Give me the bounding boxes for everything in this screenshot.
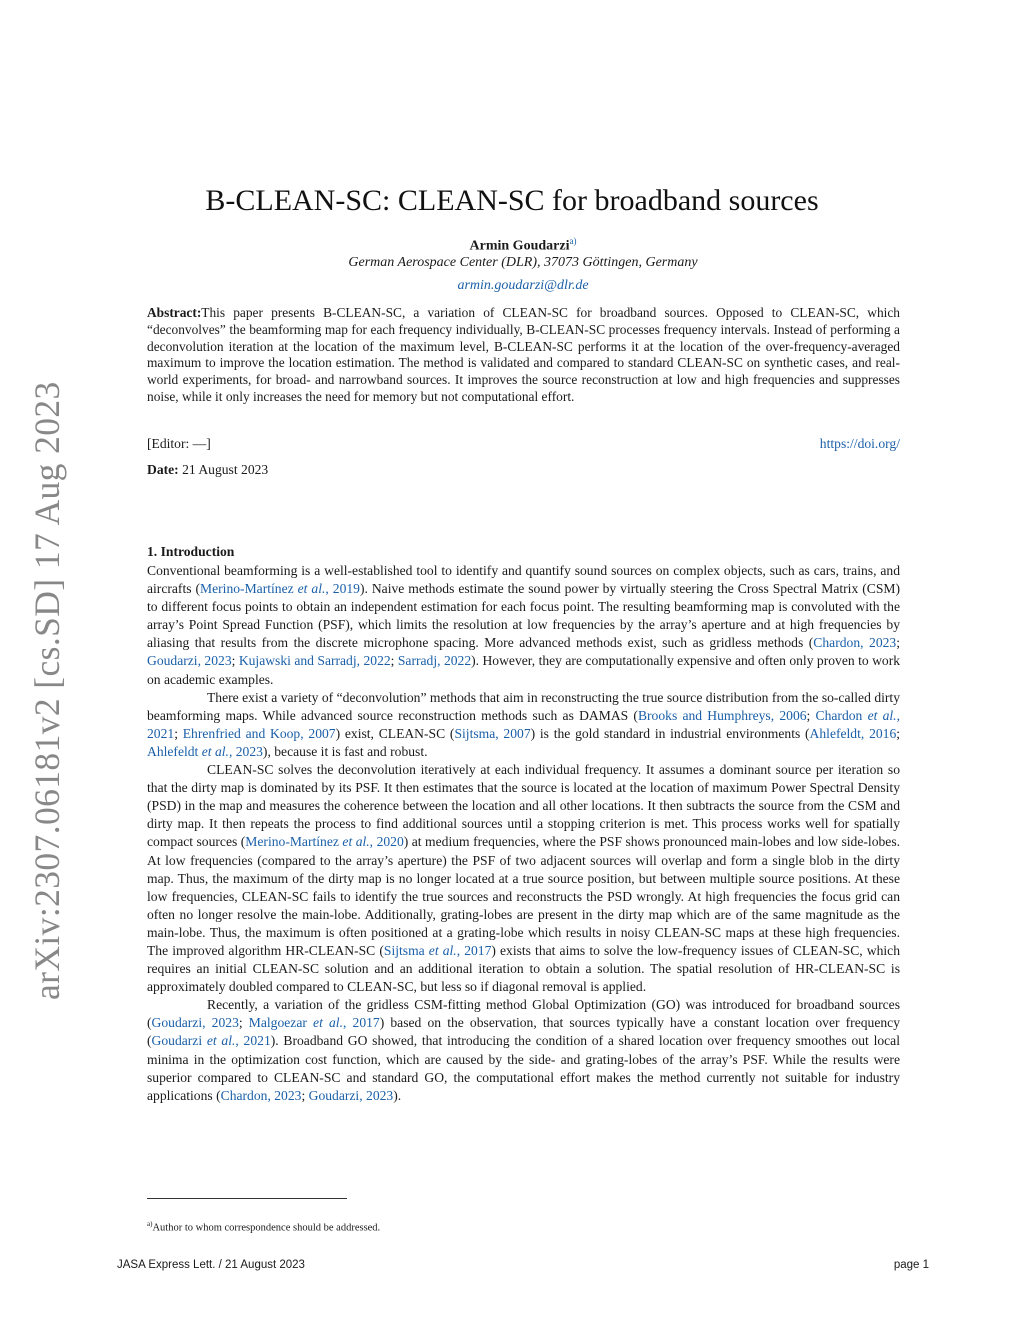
author-name: Armin Goudarzi	[469, 238, 570, 254]
journal-footer: JASA Express Lett. / 21 August 2023	[117, 1259, 305, 1271]
date-label: Date:	[147, 462, 179, 477]
date-row	[147, 462, 268, 478]
footnote	[147, 1220, 380, 1234]
arxiv-stamp: arXiv:2307.06181v2 [cs.SD] 17 Aug 2023	[27, 381, 67, 1000]
editor-row	[147, 436, 900, 452]
author-line	[0, 236, 1024, 255]
doi-link[interactable]: https://doi.org/	[819, 436, 900, 451]
author-footnote-mark[interactable]: a)	[569, 236, 577, 246]
paragraph-2: There exist a variety of “deconvolution” methods that aim in reconstructing the true source distribution from the so-called dirty beamforming maps. While advanced source reconstruction methods such as DAMAS (Brooks and Humphreys, 2006; Chardon et al., 2021; Ehrenfried and Koop, 2007) exist, CLEAN-SC (Sijtsma, 2007) is the gold standard in industrial environments (Ahlefeldt, 2016; Ahlefeldt et al., 2023), because it is fast and robust.	[147, 689, 901, 759]
editor-label: [Editor: —]	[147, 436, 211, 451]
citation-link[interactable]: Sijtsma, 2007	[454, 725, 531, 741]
citation-link[interactable]: Merino-Martínez et al., 2020	[245, 834, 404, 850]
citation-link[interactable]: Chardon et al., 2021	[147, 707, 900, 741]
citation-link[interactable]: Goudarzi et al., 2021	[151, 1033, 271, 1049]
citation-link[interactable]: Goudarzi, 2023	[147, 653, 232, 669]
citation-link[interactable]: Goudarzi, 2023	[151, 1015, 239, 1031]
abstract	[147, 305, 900, 406]
affiliation: German Aerospace Center (DLR), 37073 Göttingen, Germany	[348, 255, 698, 270]
paper-title: B-CLEAN-SC: CLEAN-SC for broadband sources	[205, 184, 819, 217]
abstract-label: Abstract:	[147, 305, 202, 320]
citation-link[interactable]: Chardon, 2023	[220, 1087, 302, 1103]
citation-link[interactable]: Sarradj, 2022	[397, 653, 472, 669]
footnote-text: Author to whom correspondence should be addressed.	[152, 1222, 381, 1234]
abstract-text: This paper presents B-CLEAN-SC, a variation of CLEAN-SC for broadband sources. Opposed to CLEAN-SC, which “deconvolves” the beamforming map for each frequency individually, B-CLEAN-SC processes frequency intervals. Instead of performing a deconvolution iteration at the location of the maximum level, B-CLEAN-SC performs it at the location of the over-frequency-averaged maximum to improve the location estimation. The method is validated and compared to standard CLEAN-SC on synthetic cases, and real-world experiments, for broad- and narrowband sources. It improves the source reconstruction at low and high frequencies and suppresses noise, while it only increases the need for memory but not computational effort.	[147, 305, 900, 404]
citation-link[interactable]: Ahlefeldt et al., 2023	[147, 743, 263, 759]
author-email-link[interactable]: armin.goudarzi@dlr.de	[457, 278, 589, 293]
introduction-body	[147, 562, 900, 1105]
citation-link[interactable]: Kujawski and Sarradj, 2022	[238, 653, 391, 669]
section-heading: 1. Introduction	[147, 544, 235, 559]
citation-link[interactable]: Ahlefeldt, 2016	[809, 725, 897, 741]
citation-link[interactable]: Chardon, 2023	[813, 635, 897, 651]
citation-link[interactable]: Merino-Martínez et al., 2019	[200, 581, 360, 597]
paragraph-4: Recently, a variation of the gridless CSM-fitting method Global Optimization (GO) was introduced for broadband sources (Goudarzi, 2023; Malgoezar et al., 2017) based on the observation, that sources typically have a constant location over frequency (Goudarzi et al., 2021). Broadband GO showed, that introducing the condition of a shared location over frequency smoothes out local minima in the optimization cost function, which are caused by the side- and grating-lobes of the array’s PSF. While the results were superior compared to CLEAN-SC and standard GO, the computational effort makes the method currently not suitable for industry applications (Chardon, 2023; Goudarzi, 2023).	[147, 997, 900, 1103]
citation-link[interactable]: Brooks and Humphreys, 2006	[637, 707, 807, 723]
date-value: 21 August 2023	[182, 462, 269, 477]
citation-link[interactable]: Ehrenfried and Koop, 2007	[182, 725, 336, 741]
paragraph-3: CLEAN-SC solves the deconvolution iteratively at each individual frequency. It assumes a dominant source per iteration so that the dirty map is dominated by its PSF. It then estimates that the source is located at the location of maximum Power Spectral Density (PSD) in the map and measures the coherence between the location and all other locations. It then subtracts the source from the CSM and dirty map. It then repeats the process to find additional sources until a stopping criterion is met. This process works well for spatially compact sources (Merino-Martínez et al., 2020) at medium frequencies, where the PSF shows pronounced main-lobes and low side-lobes. At low frequencies (compared to the array’s aperture) the PSF of two adjacent sources will overlap and form a single blob in the dirty map. Thus, the maximum of the dirty map is no longer located at a true source position, but between multiple source positions. At these low frequencies, CLEAN-SC fails to identify the true sources and reconstructs the PSD wrongly. At high frequencies the focus grid can often no longer resolve the main-lobe. Additionally, grating-lobes are present in the dirty map which are of the same magnitude as the main-lobe. Thus, the maximum is often positioned at a grating-lobe which results in noisy CLEAN-SC maps at these high frequencies. The improved algorithm HR-CLEAN-SC (Sijtsma et al., 2017) exists that aims to solve the low-frequency issues of CLEAN-SC, which requires an initial CLEAN-SC solution and an additional iteration to obtain a solution. The spatial resolution of HR-CLEAN-SC is approximately doubled compared to CLEAN-SC, but less so if diagonal removal is applied.	[147, 762, 901, 995]
citation-link[interactable]: Malgoezar et al., 2017	[248, 1015, 380, 1031]
paragraph-1: Conventional beamforming is a well-established tool to identify and quantify sound sources on complex objects, such as cars, trains, and aircrafts (Merino-Martínez et al., 2019). Naive methods estimate the sound power by virtually steering the Cross Spectral Matrix (CSM) to different focus points to obtain an independent estimation for each focus point. The resulting beamforming map is convoluted with the array’s Point Spread Function (PSF), which limits the resolution at low frequencies by the array’s aperture and at high frequencies by aliasing that results from the discrete microphone spacing. More advanced methods exist, such as gridless methods (Chardon, 2023; Goudarzi, 2023; Kujawski and Sarradj, 2022; Sarradj, 2022). However, they are computationally expensive and often only proven to work on academic examples.	[147, 563, 901, 687]
citation-link[interactable]: Sijtsma et al., 2017	[383, 942, 492, 958]
page-number: page 1	[893, 1259, 929, 1271]
citation-link[interactable]: Goudarzi, 2023	[308, 1087, 394, 1103]
footnote-rule	[147, 1198, 347, 1199]
footnote-mark: a)	[147, 1220, 153, 1228]
